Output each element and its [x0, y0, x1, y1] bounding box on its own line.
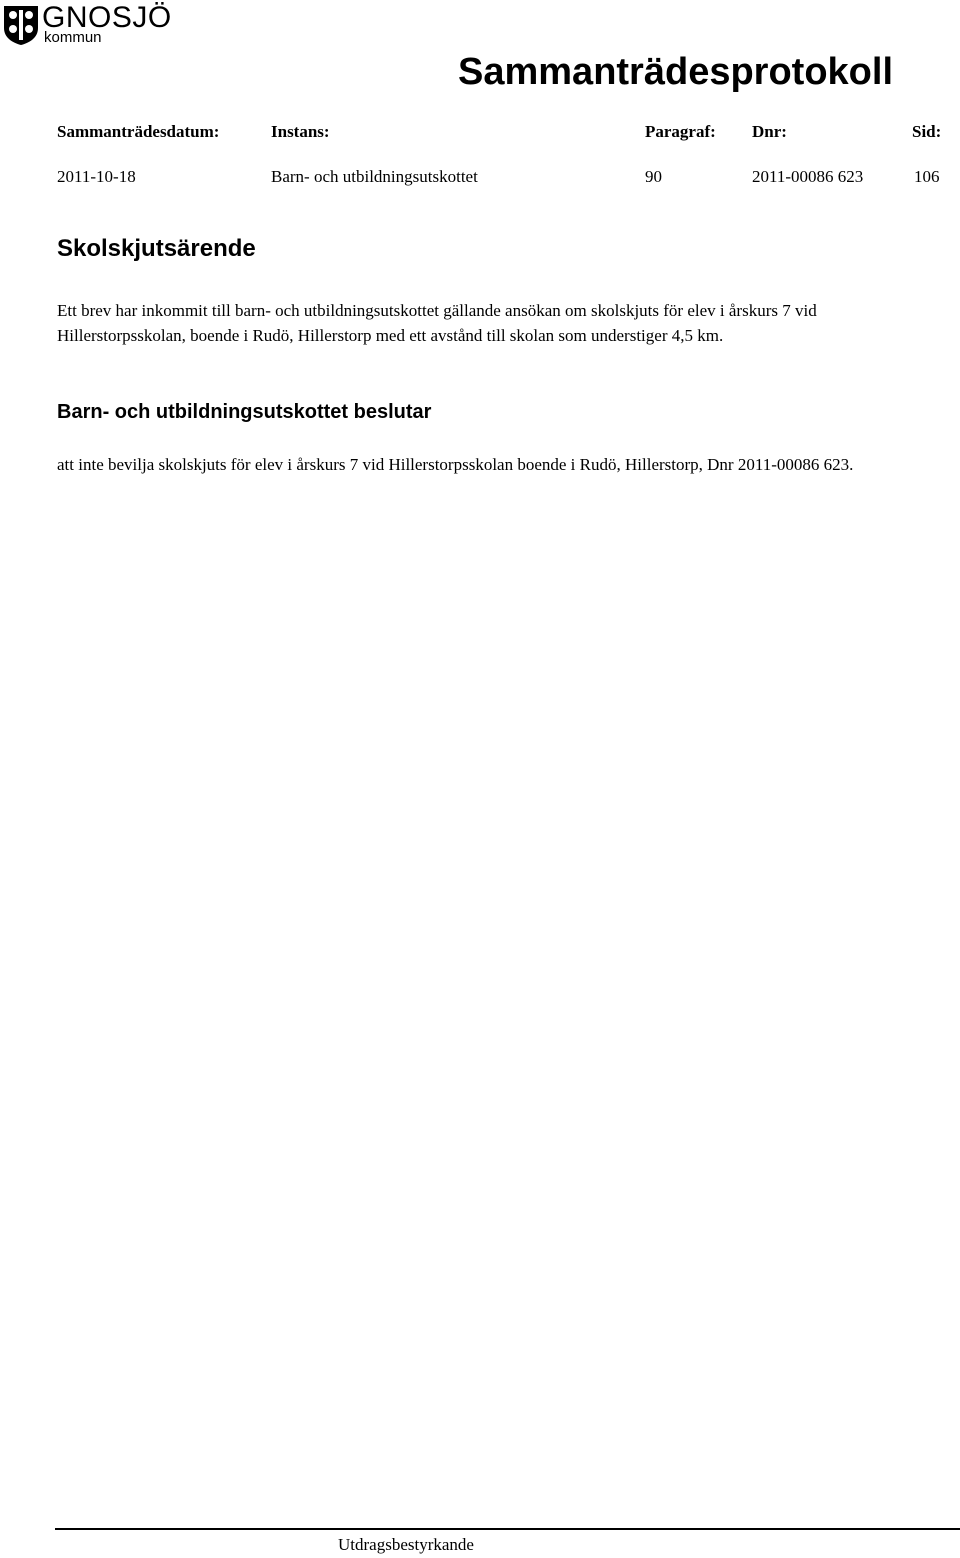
meta-label-dnr: Dnr:: [752, 122, 787, 141]
meta-value-sid: 106: [914, 167, 940, 186]
meta-value-paragraf: 90: [645, 167, 662, 186]
footer-divider: [55, 1528, 960, 1530]
meta-label-sid: Sid:: [912, 122, 942, 141]
matter-heading: Skolskjutsärende: [57, 235, 256, 262]
footer-certification-label: Utdragsbestyrkande: [338, 1535, 474, 1554]
decision-paragraph: att inte bevilja skolskjuts för elev i årskurs 7 vid Hillerstorpsskolan boende i Rudö, Hillerstorp, Dnr 2011-00086 623.: [57, 455, 854, 474]
meta-label-instans: Instans:: [271, 122, 330, 141]
matter-paragraph: Ett brev har inkommit till barn- och utbildningsutskottet gällande ansökan om skolskjuts för elev i årskurs 7 vid Hillerstorpsskolan, boende i Rudö, Hillerstorp med ett avstånd till skolan som understiger 4,5 km.: [57, 301, 817, 345]
logo-name: GNOSJÖ: [42, 1, 172, 34]
meta-value-date: 2011-10-18: [57, 167, 136, 186]
logo-subtitle: kommun: [44, 29, 102, 46]
meta-label-date: Sammanträdesdatum:: [57, 122, 220, 141]
document-title: Sammanträdesprotokoll: [458, 51, 893, 93]
meta-value-dnr: 2011-00086 623: [752, 167, 864, 186]
municipality-emblem-icon: [2, 4, 40, 46]
municipality-logo: [0, 0, 175, 52]
meta-value-instans: Barn- och utbildningsutskottet: [271, 167, 478, 186]
decision-heading: Barn- och utbildningsutskottet beslutar: [57, 401, 432, 423]
meta-label-paragraf: Paragraf:: [645, 122, 716, 141]
